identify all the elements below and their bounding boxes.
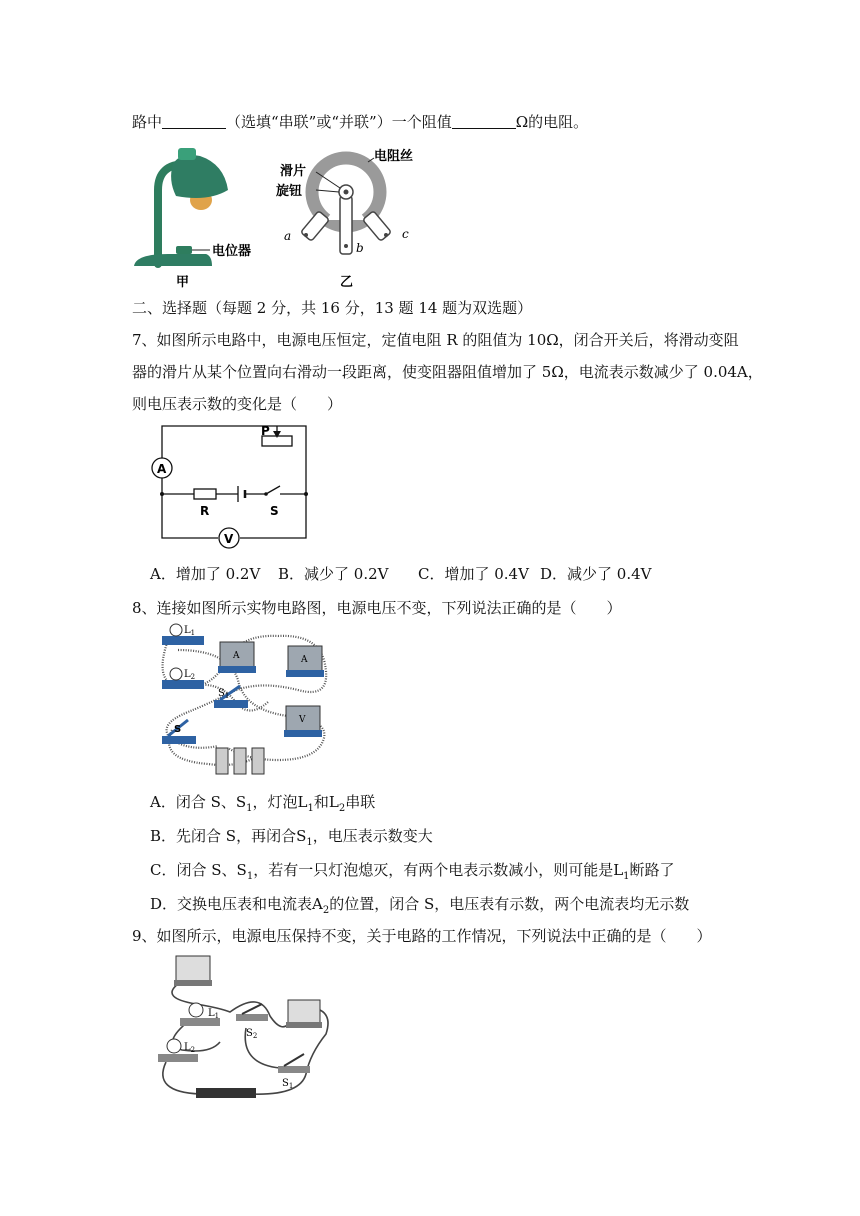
q6-text-3: Ω的电阻。 [515,113,589,131]
meter-top-base [174,980,212,986]
ammeter-a1-base [218,666,256,673]
figure-q7-circuit [146,420,316,550]
label-ammeter: A [157,462,167,476]
lamp-base [134,254,212,266]
meter-right [288,1000,320,1024]
ammeter-a2-base [286,670,324,677]
potentiometer-knob [176,246,192,254]
q8-option-c[interactable]: C．闭合 S、$S_1$，若有一只灯泡熄灭，有两个电表示数减小，则可能是$L_1$断路了 [150,861,675,882]
label-b: b [356,241,364,255]
lamp-l2 [170,668,182,680]
figure-desk-lamp [128,142,268,292]
label-a1: A [233,651,240,661]
label-l2: $L_2$ [184,1042,196,1054]
label-a2: A [301,655,308,665]
label-v: V [299,715,306,725]
label-l2: $L_2$ [184,669,196,681]
lamp-l1 [189,1003,203,1017]
q8-option-b[interactable]: B．先闭合 S，再闭合$S_1$，电压表示数变大 [150,827,433,848]
switch-s1 [214,700,248,708]
q7-option-b[interactable]: B．减少了 0.2V [278,565,389,583]
terminal-a-hole [304,233,308,237]
knob-dot [344,190,349,195]
switch-s1-blade [284,1054,304,1066]
battery [196,1088,256,1098]
q7-option-c[interactable]: C．增加了 0.4V [418,565,529,583]
meter-top [176,956,210,982]
q7-option-a[interactable]: A．增加了 0.2V [150,565,261,583]
switch-s [162,736,196,744]
node-left [160,492,164,496]
label-p: P [261,424,270,438]
q9-stem: 9、如图所示，电源电压保持不变，关于电路的工作情况，下列说法中正确的是（ ） [132,927,712,945]
q6-tail-line [132,112,588,132]
terminal-c-hole [384,233,388,237]
q8-stem: 8、连接如图所示实物电路图，电源电压不变，下列说法正确的是（ ） [132,599,622,617]
section-heading: 二、选择题（每题 2 分，共 16 分，13 题 14 题为双选题） [132,299,533,317]
q8-option-d[interactable]: D．交换电压表和电流表$A_2$的位置，闭合 S，电压表有示数，两个电流表均无示数 [150,895,690,916]
label-l1: $L_1$ [184,625,196,637]
knob-line [316,190,339,192]
label-s1: $S_1$ [218,688,230,700]
q7-option-d[interactable]: D．减少了 0.4V [540,565,652,583]
label-r: R [200,504,210,518]
label-c: c [402,227,409,241]
lamp-l1 [170,624,182,636]
figure-potentiometer [276,142,426,292]
label-jia: 甲 [176,275,190,290]
lamp-l2-base [158,1054,198,1062]
q7-stem-line-2: 器的滑片从某个位置向右滑动一段距离，使变阻器阻值增加了 5Ω，电流表示数减少了 0.04A， [132,363,763,381]
voltmeter-base [284,730,322,737]
label-resistance-wire: 电阻丝 [374,149,414,164]
label-l1: $L_1$ [208,1008,220,1020]
label-s: S [174,724,182,735]
figure-q8-physical-circuit [148,620,338,780]
label-s2: $S_2$ [246,1028,258,1040]
meter-right-base [286,1022,322,1028]
switch-dot [264,492,268,496]
battery-1 [216,748,228,774]
label-s: S [270,504,279,518]
label-knob: 旋钮 [276,184,303,199]
lamp-l2-base [162,680,204,689]
lamp-shade-top [178,148,196,160]
switch-s1 [278,1066,310,1073]
battery-3 [252,748,264,774]
switch-s [266,486,280,494]
answer-blank-2 [452,114,516,129]
battery-2 [234,748,246,774]
label-a: a [284,229,292,243]
lamp-l1-base [162,636,204,645]
switch-s2-blade [242,1004,262,1014]
q7-stem-line-3: 则电压表示数的变化是（ ） [132,395,343,413]
label-s1: $S_1$ [282,1078,294,1090]
resistor-r [194,489,216,499]
q6-text-2: （选填“串联”或“并联”）一个阻值 [226,113,452,131]
lamp-l2 [167,1039,181,1053]
label-slider: 滑片 [280,164,307,179]
q6-text-1: 路中 [132,113,163,131]
q7-stem-line-1: 7、如图所示电路中，电源电压恒定，定值电阻 R 的阻值为 10Ω，闭合开关后，将滑动变阻 [132,331,739,349]
switch-s2 [236,1014,268,1021]
label-potentiometer: 电位器 [212,244,252,259]
q8-option-a[interactable]: A．闭合 S、$S_1$，灯泡$L_1$和$L_2$串联 [150,793,376,814]
terminal-b-hole [344,244,348,248]
lamp-shade [171,155,228,198]
node-right [304,492,308,496]
answer-blank-1 [162,114,226,129]
label-yi: 乙 [340,275,354,290]
label-voltmeter: V [224,532,234,546]
figure-q9-physical-circuit [150,954,340,1104]
